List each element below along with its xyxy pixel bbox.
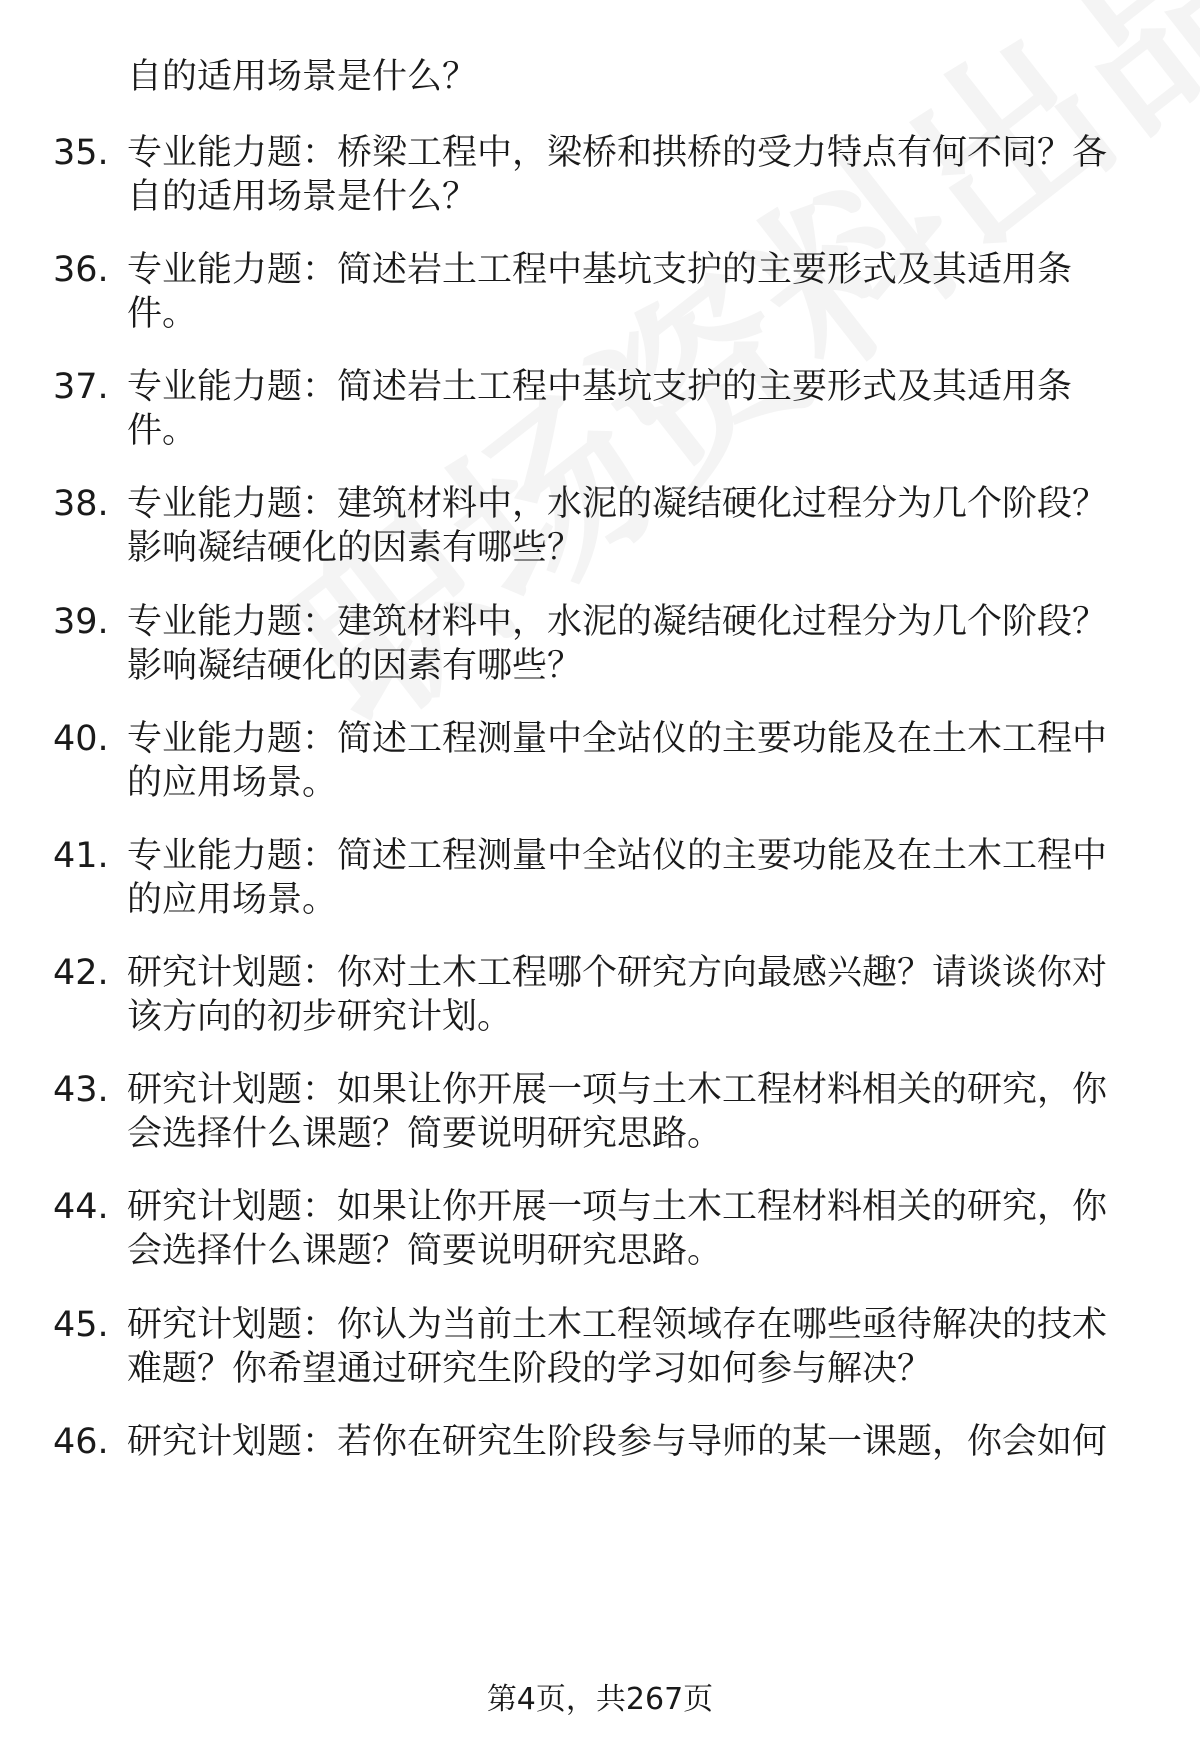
question-text: 研究计划题：如果让你开展一项与土木工程材料相关的研究，你 (127, 1187, 1108, 1227)
question-text: 研究计划题：你对土木工程哪个研究方向最感兴趣？请谈谈你对 (127, 953, 1108, 993)
question-text: 影响凝结硬化的因素有哪些？ (127, 528, 583, 568)
question-text: 专业能力题：简述工程测量中全站仪的主要功能及在土木工程中 (127, 836, 1108, 876)
question-number: 35. (53, 133, 109, 173)
question-text: 专业能力题：桥梁工程中，梁桥和拱桥的受力特点有何不同？各 (127, 133, 1108, 173)
question-number: 46. (53, 1422, 109, 1462)
question-text: 会选择什么课题？简要说明研究思路。 (127, 1231, 723, 1271)
question-number: 38. (53, 484, 109, 524)
question-number: 39. (53, 602, 109, 642)
question-text: 专业能力题：简述岩土工程中基坑支护的主要形式及其适用条 (127, 367, 1073, 407)
question-text: 专业能力题：建筑材料中，水泥的凝结硬化过程分为几个阶段？ (127, 602, 1108, 642)
question-text: 难题？你希望通过研究生阶段的学习如何参与解决？ (127, 1349, 933, 1389)
question-number: 45. (53, 1305, 109, 1345)
question-text: 会选择什么课题？简要说明研究思路。 (127, 1114, 723, 1154)
question-number: 36. (53, 250, 109, 290)
question-text: 影响凝结硬化的因素有哪些？ (127, 646, 583, 686)
question-text: 的应用场景。 (127, 763, 338, 803)
question-number: 42. (53, 953, 109, 993)
question-number: 40. (53, 719, 109, 759)
question-number: 41. (53, 836, 109, 876)
question-text: 的应用场景。 (127, 880, 338, 920)
question-text: 研究计划题：你认为当前土木工程领域存在哪些亟待解决的技术 (127, 1305, 1108, 1345)
question-number: 43. (53, 1070, 109, 1110)
question-text: 研究计划题：如果让你开展一项与土木工程材料相关的研究，你 (127, 1070, 1108, 1110)
question-text: 自的适用场景是什么？ (127, 57, 478, 97)
question-text: 专业能力题：简述工程测量中全站仪的主要功能及在土木工程中 (127, 719, 1108, 759)
question-text: 件。 (127, 411, 198, 451)
question-text: 专业能力题：简述岩土工程中基坑支护的主要形式及其适用条 (127, 250, 1073, 290)
page-number-footer: 第4页，共267页 (486, 1682, 714, 1717)
question-number: 37. (53, 367, 109, 407)
question-text: 该方向的初步研究计划。 (127, 997, 513, 1037)
question-text: 件。 (127, 294, 198, 334)
question-text: 研究计划题：若你在研究生阶段参与导师的某一课题，你会如何 (127, 1422, 1108, 1462)
question-text: 专业能力题：建筑材料中，水泥的凝结硬化过程分为几个阶段？ (127, 484, 1108, 524)
question-number: 44. (53, 1187, 109, 1227)
question-text: 自的适用场景是什么？ (127, 177, 478, 217)
